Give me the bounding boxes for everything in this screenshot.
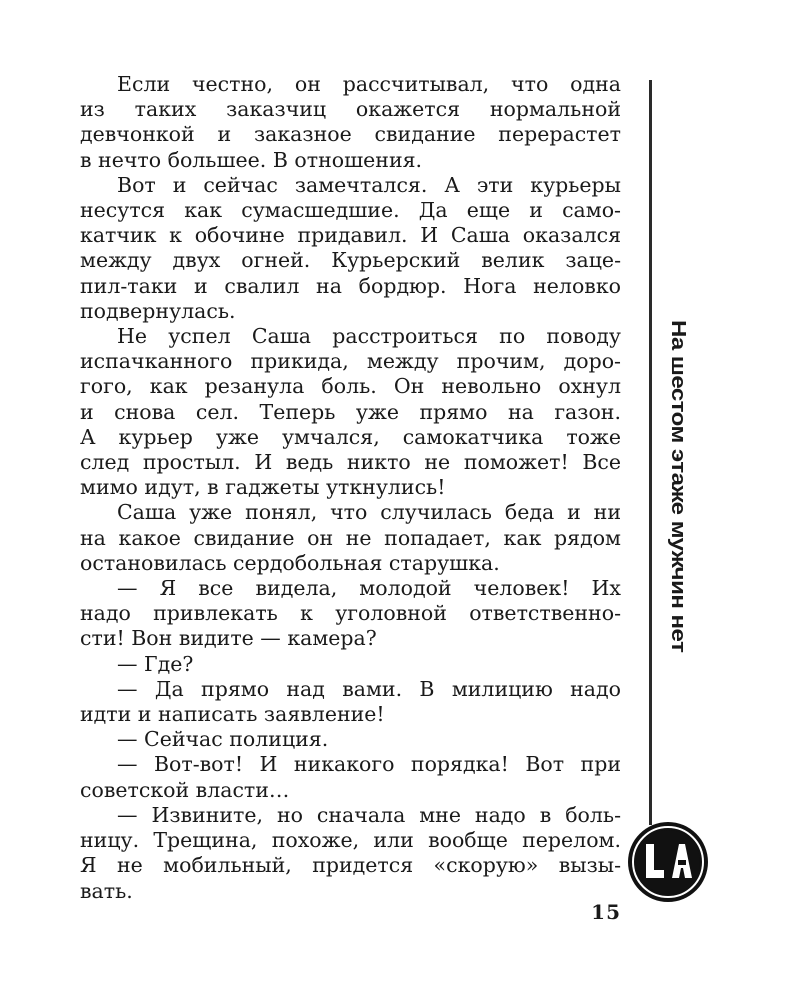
text-line: — Да прямо над вами. В милицию надо	[117, 676, 621, 701]
running-title: На шестом этаже мужчин нет	[666, 320, 690, 653]
paragraph	[80, 500, 621, 576]
text-line: подвернулась.	[80, 298, 236, 323]
text-line: девчонкой и заказное свидание перерастет	[80, 122, 621, 147]
text-line: Если честно, он рассчитывал, что одна	[117, 72, 621, 96]
paragraph	[80, 727, 621, 752]
paragraph	[80, 803, 621, 904]
text-line: испачканного прикида, между прочим, доро-	[80, 349, 621, 374]
text-line: гого, как резанула боль. Он невольно охнул	[80, 374, 621, 399]
text-line: надо привлекать к уголовной ответственно-	[80, 601, 621, 626]
text-line: Я не мобильный, придется «скорую» вызы-	[80, 853, 621, 878]
paragraph	[80, 72, 621, 173]
text-line: вать.	[80, 878, 133, 903]
text-line: — Сейчас полиция.	[117, 727, 329, 752]
paragraph	[80, 652, 621, 677]
text-line: — Я все видела, молодой человек! Их	[117, 576, 621, 601]
page-number: 15	[591, 900, 621, 924]
text-line: Вот и сейчас замечтался. А эти курьеры	[117, 172, 621, 197]
text-line: мимо идут, в гаджеты уткнулись!	[80, 475, 446, 500]
text-line: катчик к обочине придавил. И Саша оказался	[80, 223, 621, 248]
text-line: несутся как сумасшедшие. Да еще и само-	[80, 198, 621, 223]
text-line: — Где?	[117, 651, 194, 676]
paragraph	[80, 324, 621, 500]
vertical-rule	[649, 80, 652, 825]
text-line: Саша уже понял, что случилась беда и ни	[117, 500, 621, 525]
text-line: между двух огней. Курьерский велик зацe-	[80, 248, 621, 273]
text-line: — Извините, но сначала мне надо в боль-	[117, 802, 621, 827]
text-line: в нечто большее. В отношения.	[80, 147, 423, 172]
text-line: и снова сел. Теперь уже прямо на газон.	[80, 399, 621, 424]
text-line: Не успел Саша расстроиться по поводу	[117, 324, 621, 349]
paragraph	[80, 677, 621, 727]
text-line: ницу. Трещина, похоже, или вообще перелом.	[80, 828, 621, 853]
text-line: советской власти…	[80, 777, 290, 802]
text-line: А курьер уже умчался, самокатчика тоже	[80, 424, 621, 449]
paragraph	[80, 173, 621, 324]
text-line: след простыл. И ведь никто не поможет! Все	[80, 450, 621, 475]
publisher-logo	[626, 820, 710, 904]
paragraph	[80, 576, 621, 652]
body-text	[80, 72, 621, 904]
text-line: пил-таки и свалил на бордюр. Нога неловко	[80, 273, 621, 298]
text-line: — Вот-вот! И никакого порядка! Вот при	[117, 752, 621, 777]
text-line: остановилась сердобольная старушка.	[80, 550, 500, 575]
text-line: идти и написать заявление!	[80, 702, 385, 727]
text-line: из таких заказчиц окажется нормальной	[80, 97, 621, 122]
text-line: на какое свидание он не попадает, как рядом	[80, 525, 621, 550]
paragraph	[80, 752, 621, 802]
text-line: сти! Вон видите — камера?	[80, 626, 377, 651]
